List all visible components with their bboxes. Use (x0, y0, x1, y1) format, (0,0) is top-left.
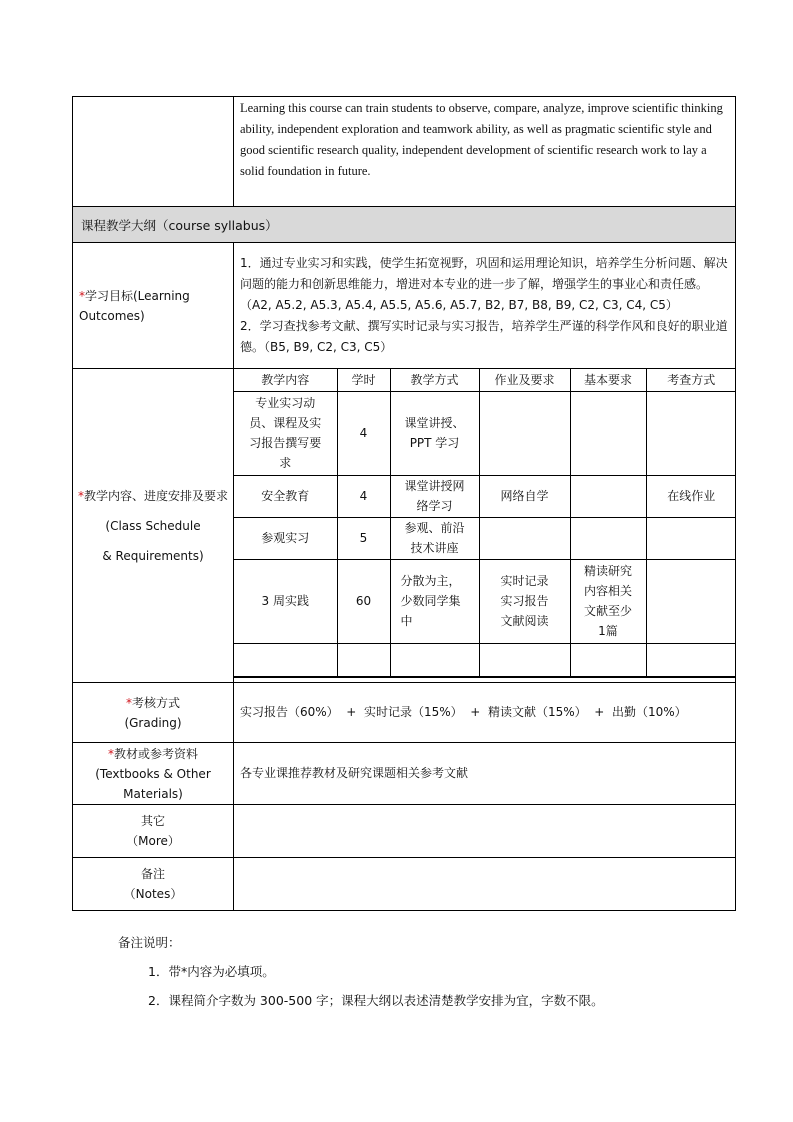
required-star: * (77, 488, 84, 503)
required-star: * (125, 695, 132, 710)
schedule-cell: 课堂讲授网络学习 (390, 475, 479, 517)
outcomes-label: 学习目标(Learning Outcomes) (79, 288, 190, 323)
schedule-cell: 课堂讲授、PPT 学习 (390, 391, 479, 475)
col-header-method: 教学方式 (390, 369, 479, 391)
syllabus-table (72, 96, 736, 911)
schedule-cell-empty (646, 643, 736, 677)
table-row (234, 391, 736, 475)
schedule-cell: 网络自学 (479, 475, 570, 517)
footnote-item-2: 2．课程简介字数为 300-500 字；课程大纲以表述清楚教学安排为宜，字数不限。 (148, 993, 604, 1008)
grading-value: 实习报告（60%） + 实时记录（15%） + 精读文献（15%） + 出勤（10%） (234, 683, 736, 743)
schedule-label-cell (73, 369, 234, 683)
intro-cell (234, 97, 736, 207)
schedule-cell-empty (234, 643, 337, 677)
textbooks-value: 各专业课推荐教材及研究课题相关参考文献 (234, 743, 736, 805)
remarks-value (234, 858, 736, 911)
remarks-label-en: （Notes） (123, 887, 183, 901)
grading-label-cell (73, 683, 234, 743)
schedule-cell (646, 517, 736, 559)
col-header-content: 教学内容 (234, 369, 337, 391)
textbooks-label-cell (73, 743, 234, 805)
schedule-cell-empty (570, 643, 646, 677)
schedule-cell: 60 (337, 559, 390, 643)
schedule-cell: 实时记录实习报告文献阅读 (479, 559, 570, 643)
col-header-basic-req: 基本要求 (570, 369, 646, 391)
schedule-cell-empty (390, 643, 479, 677)
schedule-label-cn: 教学内容、进度安排及要求 (83, 488, 228, 503)
schedule-cell (570, 517, 646, 559)
schedule-cell: 精读研究内容相关文献至少1篇 (570, 559, 646, 643)
intro-label-cell (73, 97, 234, 207)
more-label-cn: 其它 (140, 814, 165, 828)
schedule-cell: 参观、前沿技术讲座 (390, 517, 479, 559)
schedule-cell: 4 (337, 475, 390, 517)
footnotes-title: 备注说明： (118, 935, 181, 950)
schedule-cell: 参观实习 (234, 517, 337, 559)
table-row (234, 517, 736, 559)
required-star: * (79, 288, 85, 303)
textbooks-label-en: (Textbooks & Other Materials) (95, 766, 211, 801)
remarks-label-cell (73, 858, 234, 911)
schedule-cell (646, 391, 736, 475)
footnotes (118, 928, 604, 1015)
schedule-cell (646, 559, 736, 643)
schedule-table-cell (234, 369, 736, 683)
grading-label-cn: 考核方式 (131, 695, 180, 710)
outcomes-label-cell (73, 243, 234, 369)
schedule-cell: 安全教育 (234, 475, 337, 517)
schedule-cell-empty (337, 643, 390, 677)
schedule-cell: 5 (337, 517, 390, 559)
col-header-assessment: 考查方式 (646, 369, 736, 391)
col-header-hours: 学时 (337, 369, 390, 391)
outcome-item-1: 1．通过专业实习和实践，使学生拓宽视野，巩固和运用理论知识，培养学生分析问题、解决问题的能力和创新思维能力，增进对本专业的进一步了解，增强学生的事业心和责任感。（A2, A5.2, A5.3, A5.4, A5.5, A5.6, A5.7, B2, B7, B8, B9, C2, C3, C4, C5） (240, 256, 728, 312)
outcome-item-2: 2．学习查找参考文献、撰写实时记录与实习报告，培养学生严谨的科学作风和良好的职业道德。（B5, B9, C2, C3, C5） (240, 319, 728, 354)
more-value (234, 805, 736, 858)
textbooks-label-cn: 教材或参考资料 (113, 746, 198, 761)
table-row (234, 559, 736, 643)
syllabus-header: 课程教学大纲（course syllabus） (73, 207, 736, 243)
schedule-cell: 分散为主，少数同学集中 (390, 559, 479, 643)
schedule-cell (570, 391, 646, 475)
schedule-label-en-2: & Requirements) (102, 548, 204, 563)
schedule-cell: 专业实习动员、课程及实习报告撰写要求 (234, 391, 337, 475)
schedule-cell: 4 (337, 391, 390, 475)
more-label-cell (73, 805, 234, 858)
schedule-label-en-1: (Class Schedule (105, 518, 201, 533)
schedule-cell: 3 周实践 (234, 559, 337, 643)
footnote-item-1: 1．带*内容为必填项。 (148, 964, 275, 979)
table-row (234, 643, 736, 677)
required-star: * (107, 746, 114, 761)
grading-label-en: (Grading) (124, 715, 182, 730)
schedule-cell-empty (479, 643, 570, 677)
schedule-cell: 在线作业 (646, 475, 736, 517)
schedule-table (234, 369, 736, 678)
intro-text: Learning this course can train students to observe, compare, analyze, improve scientific thinking ability, independent exploration and teamwork ability, as well as pragmatic scientific style and good scientific research quality, independent development of scientific research work to lay a solid foundation in future. (240, 101, 723, 178)
more-label-en: （More） (126, 834, 180, 848)
table-row (234, 475, 736, 517)
schedule-cell (479, 391, 570, 475)
schedule-cell (570, 475, 646, 517)
col-header-homework: 作业及要求 (479, 369, 570, 391)
remarks-label-cn: 备注 (140, 867, 165, 881)
outcomes-cell (234, 243, 736, 369)
schedule-cell (479, 517, 570, 559)
